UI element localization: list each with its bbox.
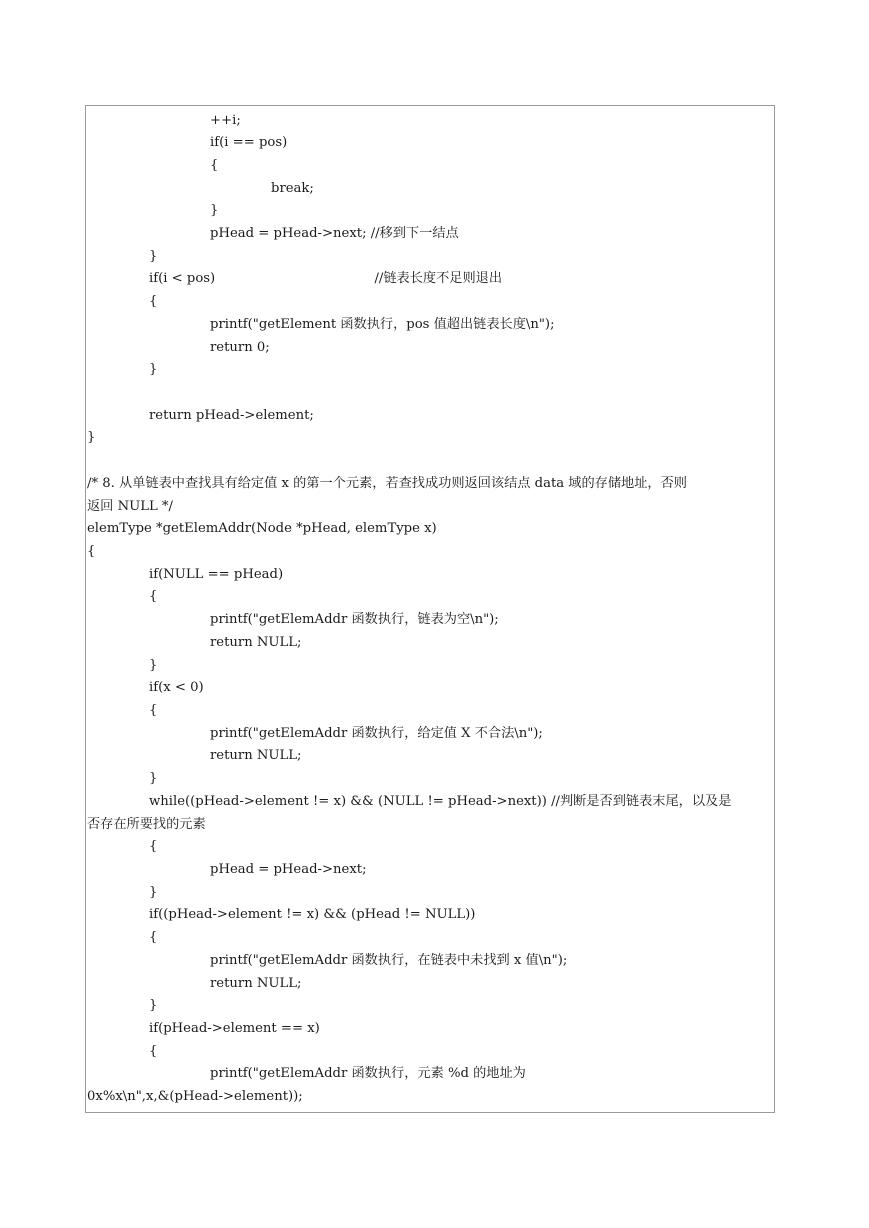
code-line: {: [149, 294, 158, 309]
code-line: {: [149, 1044, 158, 1059]
code-line: 0x%x\n",x,&(pHead->element));: [87, 1089, 303, 1104]
code-line: if(NULL == pHead): [149, 567, 284, 582]
code-line: }: [149, 998, 158, 1013]
code-line: /* 8. 从单链表中查找具有给定值 x 的第一个元素，若查找成功则返回该结点 data 域的存储地址，否则: [87, 476, 687, 491]
code-line: ++i;: [210, 113, 241, 128]
code-line: if(i < pos) //链表长度不足则退出: [149, 271, 503, 286]
code-line: 否存在所要找的元素: [87, 817, 206, 832]
code-line: }: [210, 203, 219, 218]
code-line: if(i == pos): [210, 135, 288, 150]
code-line: return NULL;: [210, 748, 302, 763]
code-line: {: [149, 839, 158, 854]
code-line: printf("getElement 函数执行，pos 值超出链表长度\n");: [210, 317, 555, 332]
code-line: printf("getElemAddr 函数执行，元素 %d 的地址为: [210, 1066, 526, 1081]
code-line: if((pHead->element != x) && (pHead != NULL)): [149, 907, 476, 922]
code-line: break;: [271, 181, 314, 196]
code-line: while((pHead->element != x) && (NULL != pHead->next)) //判断是否到链表末尾，以及是: [149, 794, 732, 809]
code-line: {: [210, 158, 219, 173]
code-line: {: [149, 589, 158, 604]
code-line: return pHead->element;: [149, 408, 314, 423]
code-line: }: [149, 771, 158, 786]
code-line: 返回 NULL */: [87, 499, 173, 514]
code-line: printf("getElemAddr 函数执行，链表为空\n");: [210, 612, 499, 627]
code-line: pHead = pHead->next;: [210, 862, 367, 877]
code-line: return NULL;: [210, 976, 302, 991]
code-line: if(pHead->element == x): [149, 1021, 320, 1036]
code-line: printf("getElemAddr 函数执行，给定值 X 不合法\n");: [210, 726, 543, 741]
code-line: {: [149, 703, 158, 718]
code-line: {: [87, 544, 96, 559]
code-line: }: [149, 885, 158, 900]
code-line: }: [149, 658, 158, 673]
code-line: }: [87, 430, 96, 445]
code-line: }: [149, 249, 158, 264]
code-line: }: [149, 362, 158, 377]
code-line: elemType *getElemAddr(Node *pHead, elemType x): [87, 521, 437, 536]
code-line: printf("getElemAddr 函数执行，在链表中未找到 x 值\n");: [210, 953, 568, 968]
code-line: return NULL;: [210, 635, 302, 650]
code-line: return 0;: [210, 340, 270, 355]
code-line: pHead = pHead->next; //移到下一结点: [210, 226, 459, 241]
code-line: if(x < 0): [149, 680, 204, 695]
code-line: {: [149, 930, 158, 945]
